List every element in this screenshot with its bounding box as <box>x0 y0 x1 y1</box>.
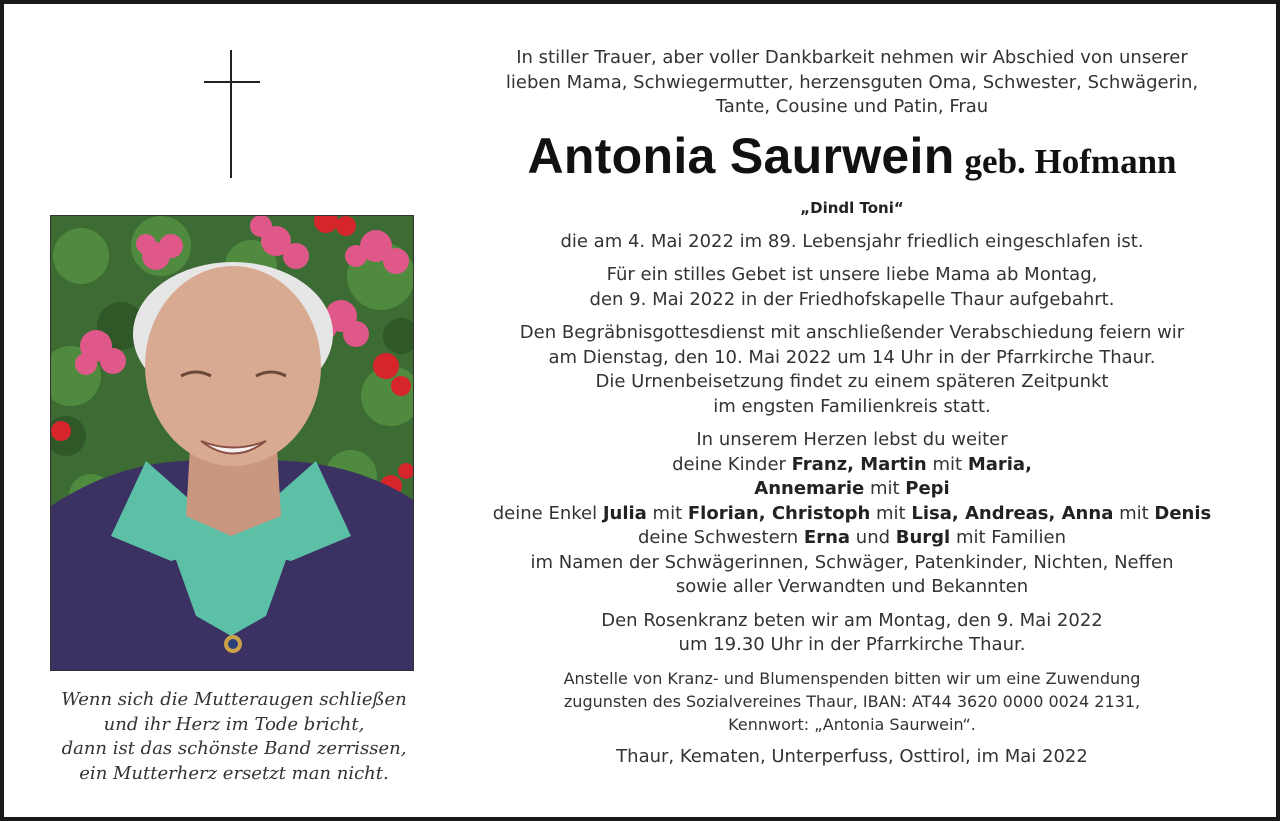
funeral-line: im engsten Familienkreis statt. <box>713 395 991 417</box>
poem-line: dann ist das schönste Band zerrissen, <box>61 738 407 759</box>
deceased-name: Antonia Saurwein <box>527 127 955 184</box>
relatives-line: sowie aller Verwandten und Bekannten <box>675 576 1029 597</box>
funeral-paragraph <box>444 321 1260 419</box>
children-line-2: Annemarie mit Pepi <box>754 478 950 499</box>
funeral-line: am Dienstag, den 10. Mai 2022 um 14 Uhr in der Pfarrkirche Thaur. <box>548 346 1156 368</box>
viewing-paragraph <box>444 263 1260 312</box>
cross-icon <box>204 50 260 178</box>
donation-paragraph <box>444 667 1260 736</box>
deceased-name-line <box>444 128 1260 196</box>
intro-line: In stiller Trauer, aber voller Dankbarkeit nehmen wir Abschied von unserer <box>516 47 1188 68</box>
mourners-paragraph <box>444 428 1260 600</box>
funeral-line: Die Urnenbeisetzung findet zu einem späteren Zeitpunkt <box>595 371 1109 392</box>
funeral-line: Den Begräbnisgottesdienst mit anschließender Verabschiedung feiern wir <box>519 322 1185 343</box>
poem-line: ein Mutterherz ersetzt man nicht. <box>79 762 389 784</box>
places-date: Thaur, Kematen, Unterperfuss, Osttirol, im Mai 2022 <box>616 745 1088 767</box>
nickname: „Dindl Toni“ <box>800 198 904 217</box>
rosary-line: um 19.30 Uhr in der Pfarrkirche Thaur. <box>678 634 1026 655</box>
portrait-photo <box>50 215 414 671</box>
intro-line: lieben Mama, Schwiegermutter, herzensguten Oma, Schwester, Schwägerin, <box>505 71 1199 93</box>
relatives-line: im Namen der Schwägerinnen, Schwäger, Patenkinder, Nichten, Neffen <box>530 551 1174 573</box>
donation-line: Anstelle von Kranz- und Blumenspenden bitten wir um eine Zuwendung <box>563 668 1141 688</box>
viewing-line: Für ein stilles Gebet ist unsere liebe Mama ab Montag, <box>606 264 1098 285</box>
maiden-name: geb. Hofmann <box>964 141 1177 181</box>
viewing-line: den 9. Mai 2022 in der Friedhofskapelle Thaur aufgebahrt. <box>589 288 1115 310</box>
memorial-poem <box>34 688 434 786</box>
rosary-line: Den Rosenkranz beten wir am Montag, den 9. Mai 2022 <box>601 609 1103 631</box>
intro-line: Tante, Cousine und Patin, Frau <box>715 96 989 117</box>
rosary-paragraph <box>444 609 1260 658</box>
grandchildren-line: deine Enkel Julia mit Florian, Christoph mit Lisa, Andreas, Anna mit Denis <box>492 502 1212 524</box>
sisters-line: deine Schwestern Erna und Burgl mit Familien <box>637 527 1067 548</box>
children-line: deine Kinder Franz, Martin mit Maria, <box>672 453 1032 475</box>
announcement-text <box>444 46 1260 769</box>
donation-line: Kennwort: „Antonia Saurwein“. <box>728 714 976 734</box>
death-notice: die am 4. Mai 2022 im 89. Lebensjahr friedlich eingeschlafen ist. <box>560 230 1144 252</box>
mourners-heading: In unserem Herzen lebst du weiter <box>696 429 1008 450</box>
poem-line: Wenn sich die Mutteraugen schließen <box>61 689 407 710</box>
donation-line: zugunsten des Sozialvereines Thaur, IBAN: AT44 3620 0000 0024 2131, <box>563 691 1141 711</box>
intro-paragraph <box>444 46 1260 120</box>
poem-line: und ihr Herz im Tode bricht, <box>103 713 365 735</box>
